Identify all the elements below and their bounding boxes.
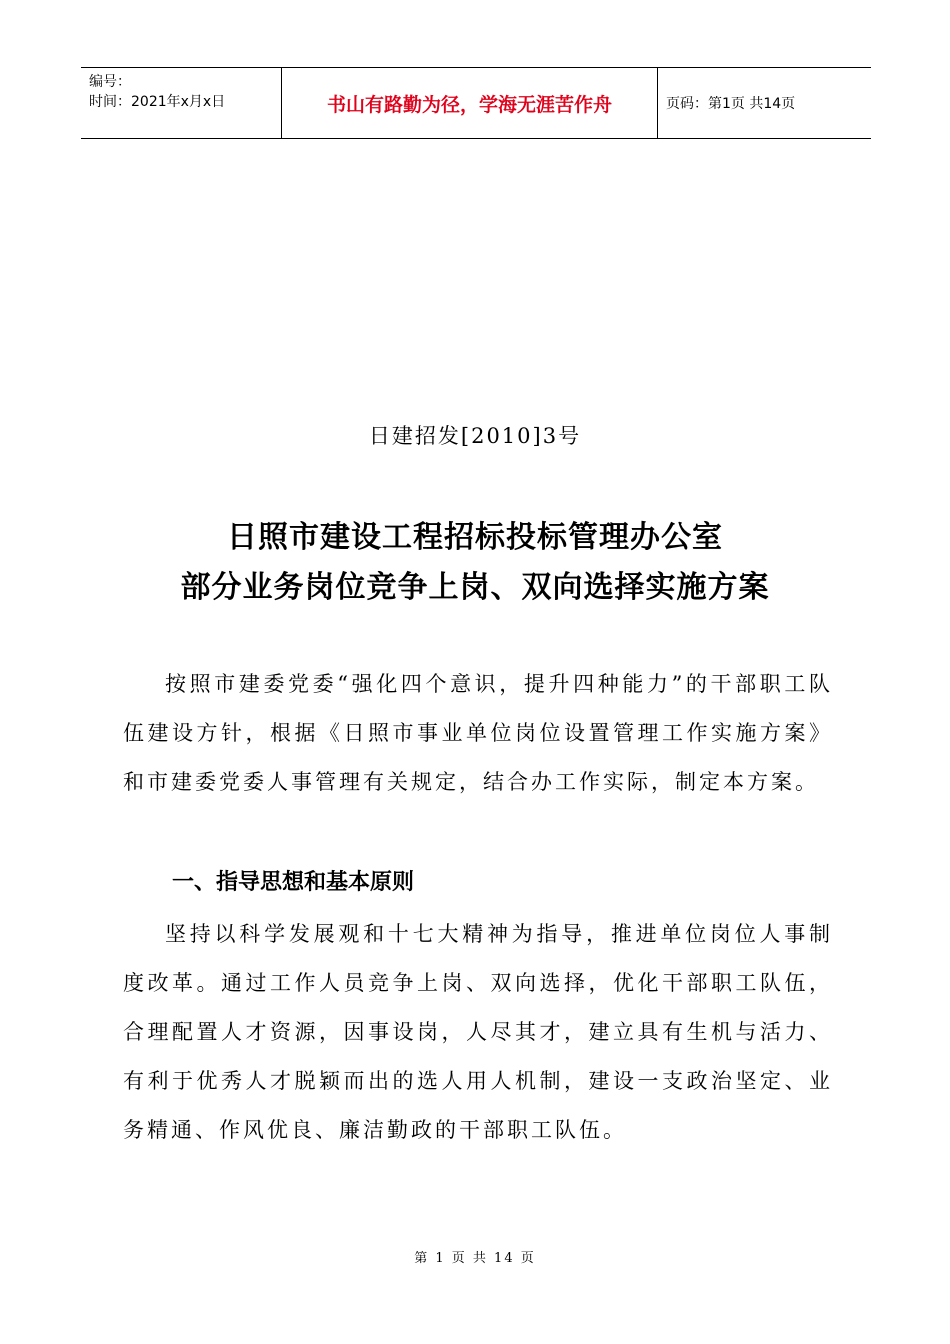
header-meta-cell bbox=[81, 68, 281, 138]
page-header-table bbox=[81, 67, 871, 139]
document-title-line-2: 部分业务岗位竞争上岗、双向选择实施方案 bbox=[180, 570, 770, 605]
time-label: 时间：2021年x月x日 bbox=[89, 94, 226, 110]
section-1-heading: 一、指导思想和基本原则 bbox=[172, 870, 415, 895]
section-1-paragraph: 坚持以科学发展观和十七大精神为指导，推进单位岗位人事制度改革。通过工作人员竞争上岗、双向选择，优化干部职工队伍，合理配置人才资源，因事设岗，人尽其才，建立具有生机与活力、有利于优秀人才脱颖而出的选人用人机制，建设一支政治坚定、业务精通、作风优良、廉洁勤政的干部职工队伍。 bbox=[123, 922, 833, 1142]
page-footer: 第 1 页 共 14 页 bbox=[414, 1251, 536, 1266]
serial-label: 编号： bbox=[89, 74, 131, 90]
header-motto: 书山有路勤为径，学海无涯苦作舟 bbox=[281, 68, 658, 138]
document-number: 日建招发[2010]3号 bbox=[368, 424, 582, 448]
intro-paragraph: 按照市建委党委“强化四个意识，提升四种能力”的干部职工队伍建设方针，根据《日照市事业单位岗位设置管理工作实施方案》和市建委党委人事管理有关规定，结合办工作实际，制定本方案。 bbox=[123, 672, 833, 794]
document-title-line-1: 日照市建设工程招标投标管理办公室 bbox=[227, 520, 723, 555]
header-page-info: 页码：第1页 共14页 bbox=[666, 96, 796, 112]
